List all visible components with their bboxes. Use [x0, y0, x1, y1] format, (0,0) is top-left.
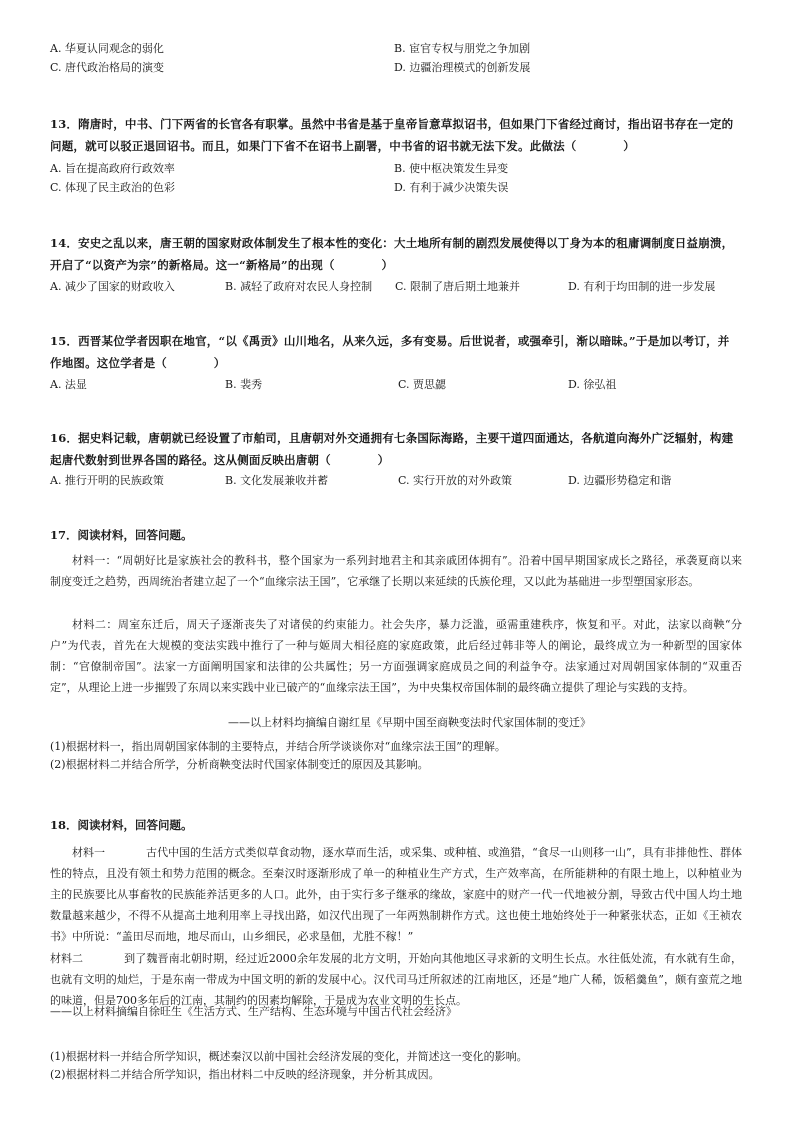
q16-stem: 16．据史料记载，唐朝就已经设置了市舶司，且唐朝对外交通拥有七条国际海路，主要干道四面通达，各航道向海外广泛辐射，构建起唐代数射到世界各国的路径。这从侧面反映出唐朝（ ） — [50, 431, 734, 467]
q12-option-a: A. 华夏认同观念的弱化 — [50, 42, 164, 55]
q18-material-1-block — [50, 842, 742, 947]
q17-title: 17．阅读材料，回答问题。 — [50, 528, 193, 542]
q16-option-d: D. 边疆形势稳定和谐 — [568, 474, 672, 487]
q15-option-b: B. 裴秀 — [225, 378, 263, 391]
q16-option-a: A. 推行开明的民族政策 — [50, 474, 164, 487]
q17-source: ——以上材料均摘编自谢红星《早期中国至商鞅变法时代家国体制的变迁》 — [228, 716, 591, 729]
q12-option-c: C. 唐代政治格局的演变 — [50, 61, 165, 74]
q16-option-b: B. 文化发展兼收并蓄 — [225, 474, 329, 487]
q13-option-b: B. 使中枢决策发生异变 — [394, 162, 509, 175]
q14-option-b: B. 减轻了政府对农民人身控制 — [225, 280, 373, 293]
q15-stem: 15．西晋某位学者因职在地官，“以《禹贡》山川地名，从来久远，多有变易。后世说者，或强牵引，渐以暗昧。”于是加以考订，并作地图。这位学者是（ ） — [50, 334, 730, 370]
q13-stem: 13．隋唐时，中书、门下两省的长官各有职掌。虽然中书省是基于皇帝旨意草拟诏书，但如果门下省经过商讨，指出诏书存在一定的问题，就可以驳正退回诏书。而且，如果门下省不在诏书上副署，中书省的诏书就无法下发。此做法（ ） — [50, 117, 734, 153]
q15-option-a: A. 法显 — [50, 378, 87, 391]
q18-source: ——以上材料摘编自徐旺生《生活方式、生产结构、生态环境与中国古代社会经济》 — [50, 1005, 457, 1018]
q13-option-a: A. 旨在提高政府行政效率 — [50, 162, 175, 175]
q15-option-c: C. 贾思勰 — [398, 378, 447, 391]
q14-stem: 14．安史之乱以来，唐王朝的国家财政体制发生了根本性的变化：大土地所有制的剧烈发展使得以丁身为本的租庸调制度日益崩溃，开启了“以资产为宗”的新格局。这一“新格局”的出现（ ） — [50, 236, 734, 272]
q14-option-a: A. 减少了国家的财政收入 — [50, 280, 175, 293]
q18-material-1: 古代中国的生活方式类似草食动物，逐水草而生活，或采集、或种植、或渔猎，“食尽一山则移一山”，具有非排他性、群体性的特点，且没有领土和势力范围的概念。至秦汉时逐渐形成了单一的种植业生产方式，生产效率高，在所能耕种的有限土地上，以种植业为主的民族要比从事畜牧的民族能养活更多的人口。此外，由于实行多子继承的缘故，家庭中的财产一代一代地被分割，导致古代中国人均土地数量越来越少，不得不从提高土地利用率上寻找出路，如汉代出现了一年两熟制耕作方式。这也使土地始终处于一种紧张状态，正如《王祯农书》中所说：“盖田尽而地，地尽而山，山乡细民，必求垦佃，尤胜不稼！” — [50, 846, 742, 943]
q17-material-1: 材料一：“周朝好比是家族社会的教科书，整个国家为一系列封地君主和其亲戚团体拥有”。沿着中国早期国家成长之路径，承袭夏商以来制度变迁之趋势，西周统治者建立起了一个“血缘宗法王国”，它承继了长期以来延续的氏族伦理，又以此为基础进一步型塑国家形态。 — [50, 554, 742, 588]
q12-option-b: B. 宦官专权与朋党之争加剧 — [394, 42, 531, 55]
q18-material-1-label: 材料一 — [72, 846, 105, 859]
q18-material-2-block — [50, 948, 742, 1011]
q18-title: 18．阅读材料，回答问题。 — [50, 818, 193, 832]
q15-option-d: D. 徐弘祖 — [568, 378, 617, 391]
q17-question-2: (2)根据材料二并结合所学，分析商鞅变法时代国家体制变迁的原因及其影响。 — [50, 758, 429, 771]
q12-option-d: D. 边疆治理模式的创新发展 — [394, 61, 531, 74]
q18-question-1: (1)根据材料一并结合所学知识，概述秦汉以前中国社会经济发展的变化，并简述这一变化的影响。 — [50, 1050, 528, 1063]
q18-material-2-label: 材料二 — [50, 952, 83, 965]
q13-option-d: D. 有利于减少决策失误 — [394, 181, 509, 194]
q18-material-2: 到了魏晋南北朝时期，经过近2000余年发展的北方文明，开始向其他地区寻求新的文明生长点。水往低处流，有水就有生命，也就有文明的灿烂，于是东南一带成为中国文明的新的发展中心。汉代司马迁所叙述的江南地区，还是“地广人稀，饭稻羹鱼”，颇有蛮荒之地的味道，但是700多年后的江南，其制约的因素均解除，于是成为农业文明的生长点。 — [50, 952, 742, 1007]
q13-option-c: C. 体现了民主政治的色彩 — [50, 181, 176, 194]
q14-option-c: C. 限制了唐后期土地兼并 — [395, 280, 521, 293]
q17-question-1: (1)根据材料一，指出周朝国家体制的主要特点，并结合所学谈谈你对“血缘宗法王国”的理解。 — [50, 740, 506, 753]
q17-material-2: 材料二：周室东迁后，周天子逐渐丧失了对诸侯的约束能力。社会失序，暴力泛滥，亟需重建秩序，恢复和平。对此，法家以商鞅“分户”为代表，首先在大规模的变法实践中推行了一种与姬周大相径庭的家庭政策，此后经过韩非等人的阐论，最终成立为一种新型的国家体制：“官僚制帝国”。法家一方面阐明国家和法律的公共属性；另一方面强调家庭成员之间的利益争夺。法家通过对周朝国家体制的“双重否定”，从理论上进一步摧毁了东周以来实践中业已破产的“血缘宗法王国”，为中央集权帝国体制的最终确立提供了理论与实践的支持。 — [50, 618, 742, 694]
q16-option-c: C. 实行开放的对外政策 — [398, 474, 513, 487]
q14-option-d: D. 有利于均田制的进一步发展 — [568, 280, 716, 293]
q18-question-2: (2)根据材料二并结合所学知识，指出材料二中反映的经济现象，并分析其成因。 — [50, 1068, 440, 1081]
